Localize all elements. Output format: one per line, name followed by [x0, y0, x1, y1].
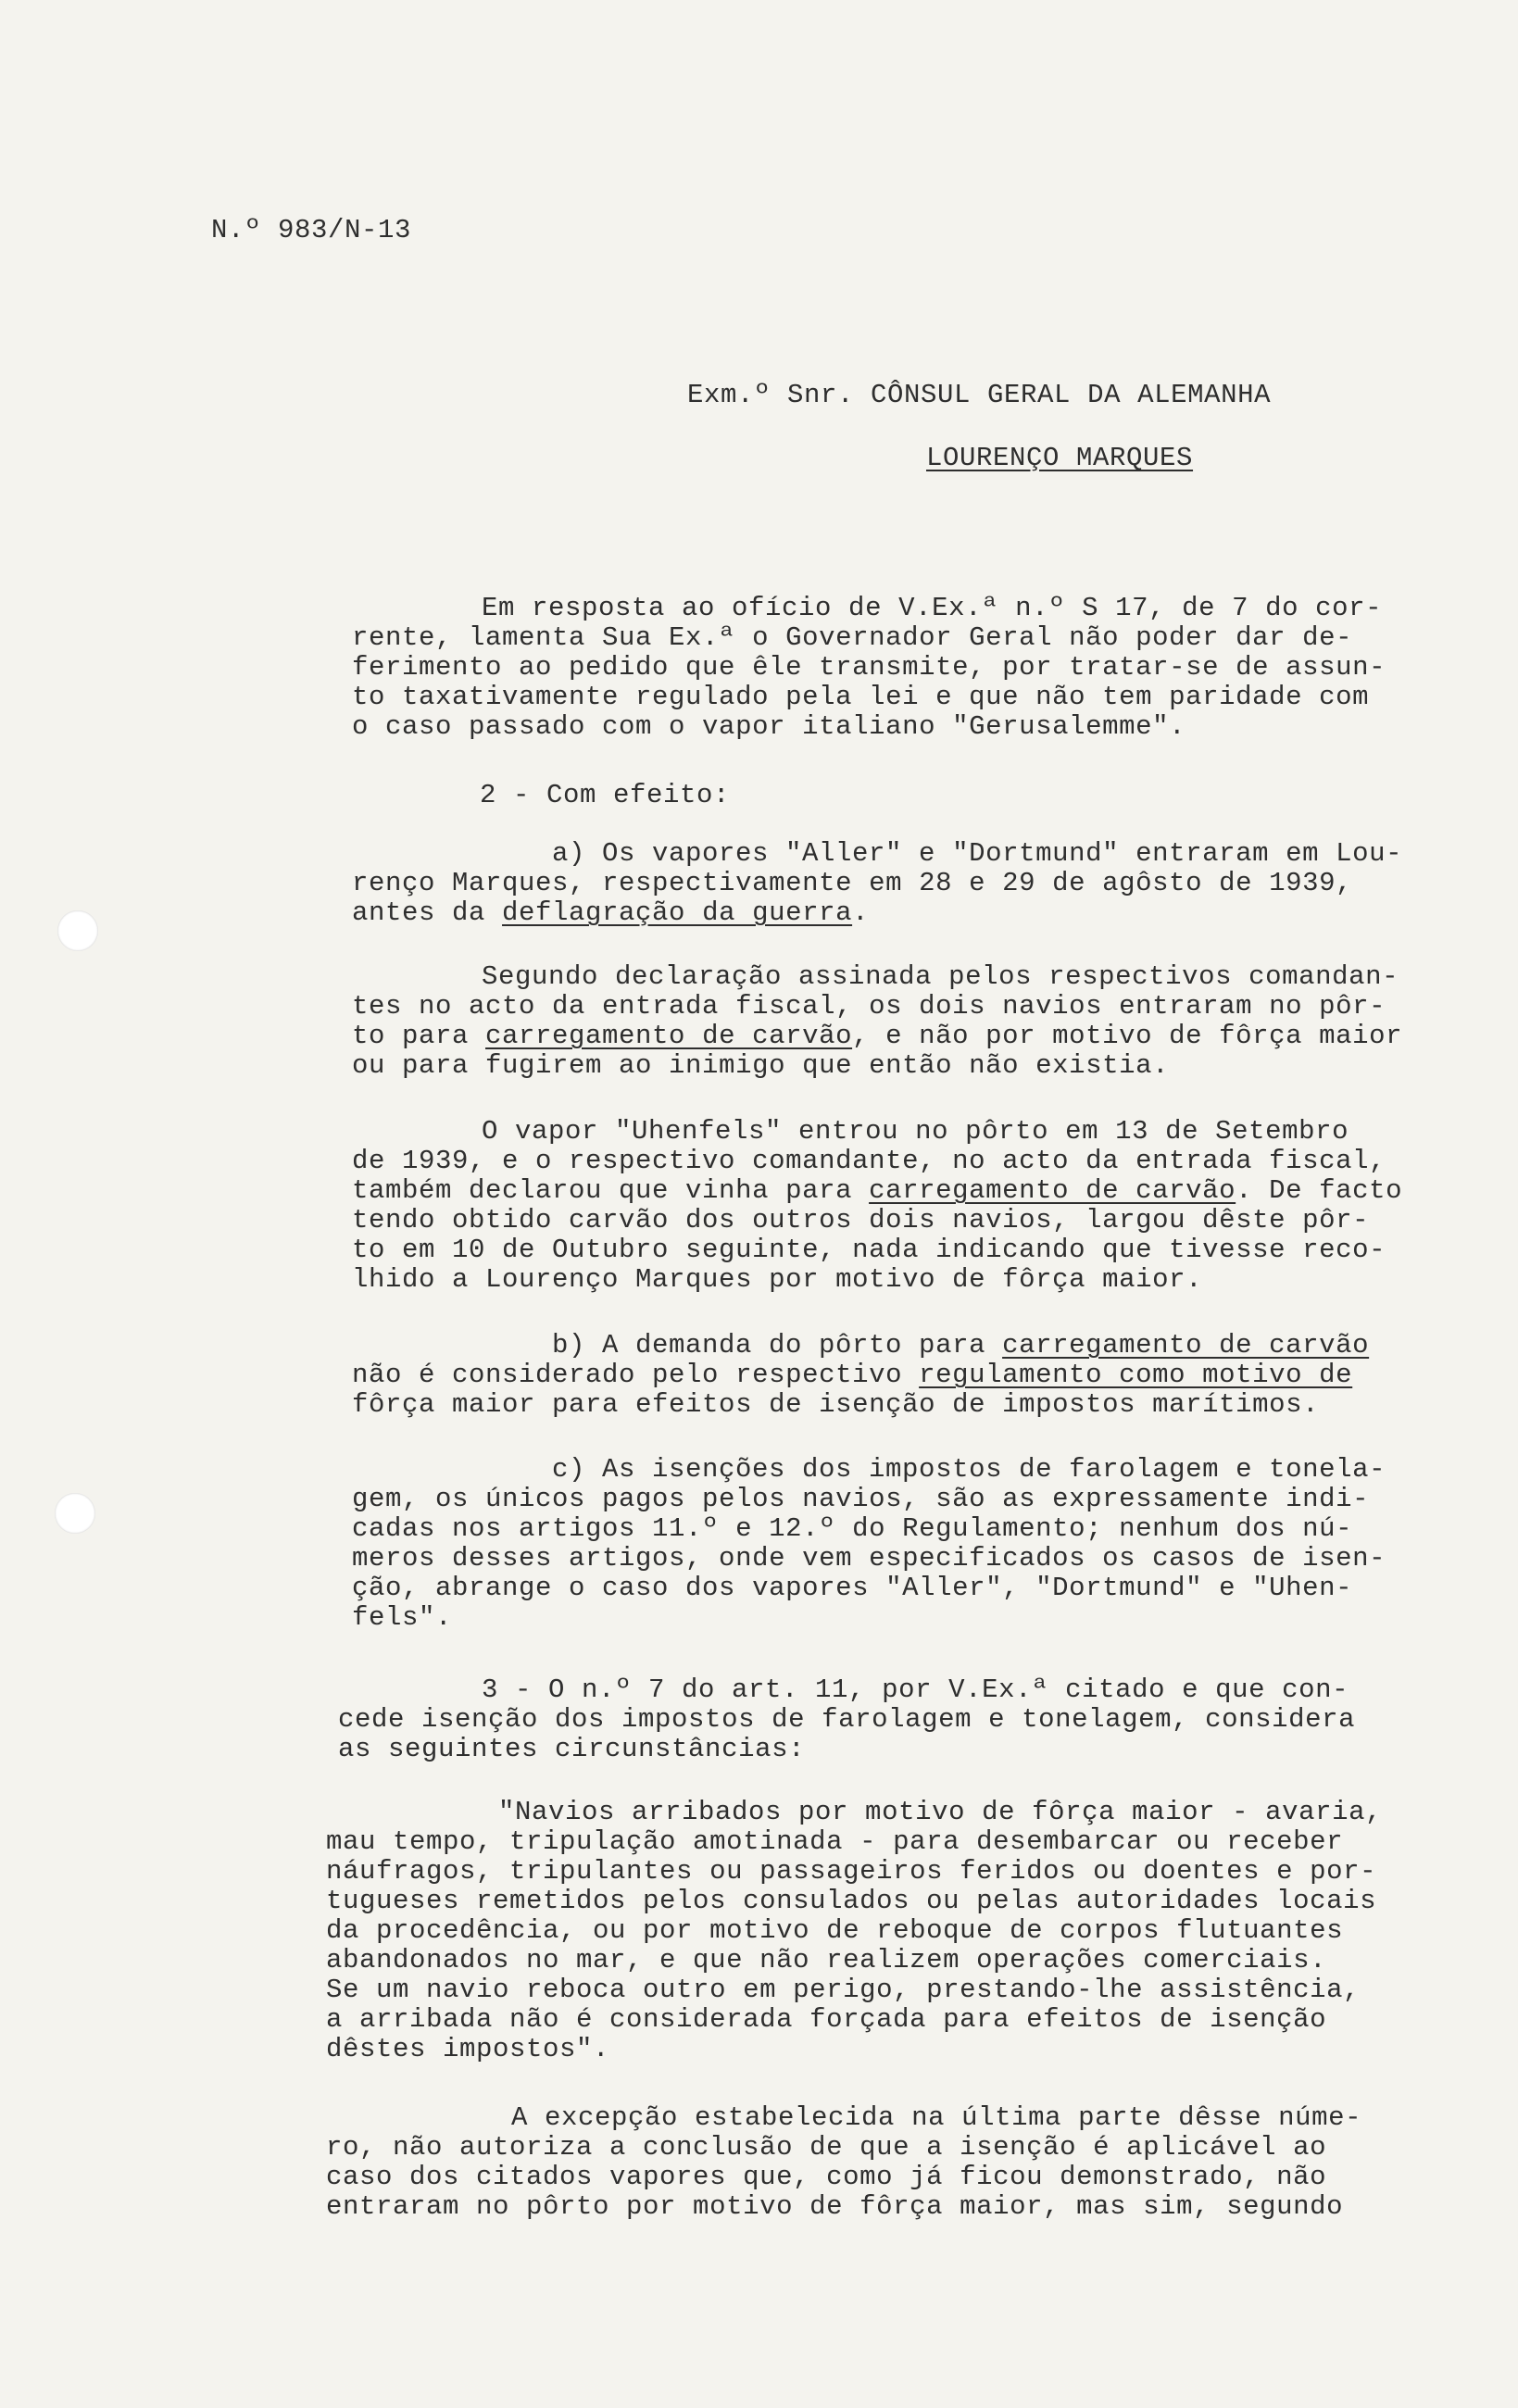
text-line: c) As isenções dos impostos de farolagem e tonela- [552, 1454, 1386, 1485]
addressee-title: Exm.º Snr. CÔNSUL GERAL DA ALEMANHA [687, 380, 1272, 410]
underlined-phrase: deflagração da guerra [502, 897, 853, 928]
text-line: cede isenção dos impostos de farolagem e tonelagem, considera [338, 1704, 1356, 1735]
text-line: fels". [352, 1602, 453, 1633]
text-line: Se um navio reboca outro em perigo, prestando-lhe assistência, [326, 1975, 1361, 2005]
underlined-phrase: carregamento de carvão [1002, 1330, 1370, 1361]
underlined-phrase: carregamento de carvão [485, 1021, 853, 1051]
addressee-city: LOURENÇO MARQUES [926, 443, 1194, 473]
text-line: "Navios arribados por motivo de fôrça maior - avaria, [498, 1797, 1383, 1827]
text-line: meros desses artigos, onde vem especificados os casos de isen- [352, 1543, 1386, 1574]
text-line: ou para fugirem ao inimigo que então não existia. [352, 1050, 1170, 1081]
text-line: to em 10 de Outubro seguinte, nada indicando que tivesse reco- [352, 1235, 1386, 1265]
text-line: caso dos citados vapores que, como já ficou demonstrado, não [326, 2162, 1327, 2192]
reference-number: N.º 983/N-13 [211, 215, 412, 245]
text-line: ção, abrange o caso dos vapores "Aller", "Dortmund" e "Uhen- [352, 1573, 1353, 1603]
text-line: gem, os únicos pagos pelos navios, são as expressamente indi- [352, 1484, 1370, 1514]
text-line: ferimento ao pedido que êle transmite, por tratar-se de assun- [352, 652, 1386, 683]
text-line: abandonados no mar, e que não realizem operações comerciais. [326, 1945, 1327, 1975]
text-line: antes da deflagração da guerra. [352, 897, 870, 928]
text-line: fôrça maior para efeitos de isenção de impostos marítimos. [352, 1389, 1320, 1420]
text-line: o caso passado com o vapor italiano "Gerusalemme". [352, 711, 1186, 742]
underlined-phrase: carregamento de carvão [869, 1175, 1236, 1206]
text-line: de 1939, e o respectivo comandante, no acto da entrada fiscal, [352, 1146, 1386, 1176]
underlined-phrase: regulamento como motivo de [919, 1360, 1353, 1390]
section-2-heading: 2 - Com efeito: [480, 780, 731, 810]
text-line: lhido a Lourenço Marques por motivo de fôrça maior. [352, 1264, 1203, 1295]
text-line: dêstes impostos". [326, 2034, 610, 2064]
text-line: náufragos, tripulantes ou passageiros feridos ou doentes e por- [326, 1856, 1377, 1887]
text-line: to para carregamento de carvão, e não por motivo de fôrça maior [352, 1021, 1403, 1051]
text-line: mau tempo, tripulação amotinada - para desembarcar ou receber [326, 1826, 1344, 1857]
text-line: tendo obtido carvão dos outros dois navios, largou dêste pôr- [352, 1205, 1370, 1235]
text-line: ro, não autoriza a conclusão de que a isenção é aplicável ao [326, 2132, 1327, 2163]
text-line: A excepção estabelecida na última parte dêsse núme- [511, 2102, 1362, 2133]
text-line: b) A demanda do pôrto para carregamento de carvão [552, 1330, 1370, 1361]
text-line: a) Os vapores "Aller" e "Dortmund" entraram em Lou- [552, 838, 1403, 869]
text-line: to taxativamente regulado pela lei e que não tem paridade com [352, 682, 1370, 712]
punch-hole-lower [55, 1493, 95, 1534]
text-line: as seguintes circunstâncias: [338, 1734, 806, 1764]
text-line: Segundo declaração assinada pelos respectivos comandan- [482, 961, 1399, 992]
text-line: entraram no pôrto por motivo de fôrça maior, mas sim, segundo [326, 2191, 1344, 2222]
text-line: tugueses remetidos pelos consulados ou pelas autoridades locais [326, 1886, 1377, 1916]
text-line: tes no acto da entrada fiscal, os dois navios entraram no pôr- [352, 991, 1386, 1022]
text-line: cadas nos artigos 11.º e 12.º do Regulamento; nenhum dos nú- [352, 1513, 1353, 1544]
text-line: 3 - O n.º 7 do art. 11, por V.Ex.ª citado e que con- [482, 1674, 1349, 1705]
text-line: rente, lamenta Sua Ex.ª o Governador Geral não poder dar de- [352, 622, 1353, 653]
text-line: da procedência, ou por motivo de reboque de corpos flutuantes [326, 1915, 1344, 1946]
text-line: também declarou que vinha para carregamento de carvão. De facto [352, 1175, 1403, 1206]
text-line: O vapor "Uhenfels" entrou no pôrto em 13 de Setembro [482, 1116, 1349, 1147]
text-line: a arribada não é considerada forçada para efeitos de isenção [326, 2004, 1327, 2035]
punch-hole-upper [57, 910, 98, 951]
text-line: não é considerado pelo respectivo regulamento como motivo de [352, 1360, 1353, 1390]
text-line: Em resposta ao ofício de V.Ex.ª n.º S 17, de 7 do cor- [482, 593, 1383, 623]
text-line: renço Marques, respectivamente em 28 e 29 de agôsto de 1939, [352, 868, 1353, 898]
